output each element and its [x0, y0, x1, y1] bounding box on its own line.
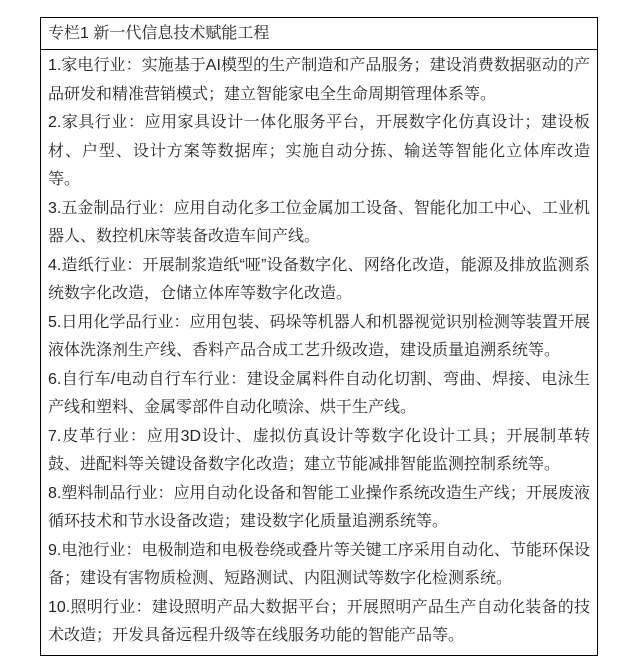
panel-title: 专栏1 新一代信息技术赋能工程 [41, 18, 597, 50]
industry-item-5: 5.日用化学品行业：应用包装、码垛等机器人和机器视觉识别检测等装置开展液体洗涤剂生产线、香料产品合成工艺升级改造，建设质量追溯系统等。 [48, 313, 590, 359]
industry-item-6: 6.自行车/电动自行车行业：建设金属料件自动化切割、弯曲、焊接、电泳生产线和塑料、金属零部件自动化喷涂、烘干生产线。 [48, 370, 590, 416]
industry-item-2: 2.家具行业：应用家具设计一体化服务平台，开展数字化仿真设计；建设板材、户型、设计方案等数据库；实施自动分拣、输送等智能化立体库改造等。 [48, 114, 590, 188]
industry-item-1: 1.家电行业：实施基于AI模型的生产制造和产品服务；建设消费数据驱动的产品研发和精准营销模式；建立智能家电全生命周期管理体系等。 [48, 57, 590, 103]
column-panel [40, 17, 598, 656]
industry-item-7: 7.皮革行业：应用3D设计、虚拟仿真设计等数字化设计工具；开展制革转鼓、进配料等关键设备数字化改造；建立节能减排智能监测控制系统等。 [48, 427, 590, 473]
industry-item-3: 3.五金制品行业：应用自动化多工位金属加工设备、智能化加工中心、工业机器人、数控机床等装备改造车间产线。 [48, 199, 590, 245]
industry-item-10: 10.照明行业：建设照明产品大数据平台；开展照明产品生产自动化装备的技术改造；开发具备远程升级等在线服务功能的智能产品等。 [48, 598, 590, 644]
industry-item-4: 4.造纸行业：开展制浆造纸“哑”设备数字化、网络化改造，能源及排放监测系统数字化改造，仓储立体库等数字化改造。 [48, 256, 590, 302]
panel-body [41, 50, 597, 655]
industry-item-9: 9.电池行业：电极制造和电极卷绕或叠片等关键工序采用自动化、节能环保设备；建设有害物质检测、短路测试、内阻测试等数字化检测系统。 [48, 541, 590, 587]
industry-item-8: 8.塑料制品行业：应用自动化设备和智能工业操作系统改造生产线；开展废液循环技术和节水设备改造；建设数字化质量追溯系统等。 [48, 484, 590, 530]
